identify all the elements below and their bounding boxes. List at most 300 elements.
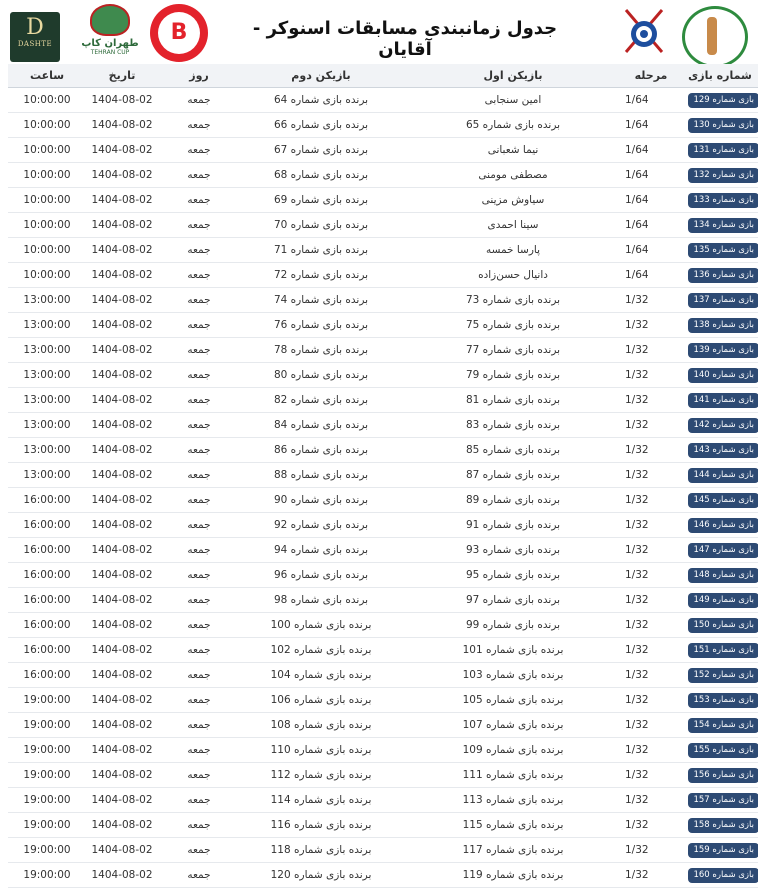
player1-cell: نیما شعبانی	[402, 138, 624, 163]
stage-cell: 1/32	[624, 713, 678, 738]
stage-cell: 1/32	[624, 388, 678, 413]
player2-cell: برنده بازی شماره 69	[240, 188, 402, 213]
date-cell: 1404-08-02	[86, 363, 158, 388]
match-badge: بازی شماره 152	[688, 668, 758, 683]
table-row	[8, 588, 758, 613]
match-badge: بازی شماره 155	[688, 743, 758, 758]
time-cell: 16:00:00	[8, 588, 86, 613]
player2-cell: برنده بازی شماره 94	[240, 538, 402, 563]
day-cell: جمعه	[158, 788, 240, 813]
time-cell: 10:00:00	[8, 88, 86, 113]
player1-cell: برنده بازی شماره 73	[402, 288, 624, 313]
player1-cell: برنده بازی شماره 113	[402, 788, 624, 813]
match-cell	[678, 863, 758, 888]
date-cell: 1404-08-02	[86, 588, 158, 613]
player2-cell: برنده بازی شماره 72	[240, 263, 402, 288]
day-cell: جمعه	[158, 813, 240, 838]
table-row	[8, 238, 758, 263]
player2-cell: برنده بازی شماره 64	[240, 88, 402, 113]
column-header-day: روز	[158, 64, 240, 88]
time-cell: 16:00:00	[8, 638, 86, 663]
match-cell	[678, 438, 758, 463]
stage-cell: 1/32	[624, 288, 678, 313]
day-cell: جمعه	[158, 338, 240, 363]
stage-cell: 1/32	[624, 838, 678, 863]
billiard-market-logo-mark: B	[158, 12, 200, 54]
tehran-cup-logo-text: طهران کاپ	[81, 38, 139, 49]
stage-cell: 1/32	[624, 463, 678, 488]
column-header-date: تاریخ	[86, 64, 158, 88]
match-badge: بازی شماره 140	[688, 368, 758, 383]
table-row	[8, 313, 758, 338]
player1-cell: برنده بازی شماره 117	[402, 838, 624, 863]
date-cell: 1404-08-02	[86, 738, 158, 763]
player1-cell: برنده بازی شماره 105	[402, 688, 624, 713]
player1-cell: برنده بازی شماره 65	[402, 113, 624, 138]
time-cell: 16:00:00	[8, 663, 86, 688]
match-badge: بازی شماره 139	[688, 343, 758, 358]
match-badge: بازی شماره 137	[688, 293, 758, 308]
column-header-player1: بازیکن اول	[402, 64, 624, 88]
player2-cell: برنده بازی شماره 82	[240, 388, 402, 413]
time-cell: 19:00:00	[8, 688, 86, 713]
date-cell: 1404-08-02	[86, 338, 158, 363]
table-row	[8, 688, 758, 713]
player1-cell: برنده بازی شماره 115	[402, 813, 624, 838]
date-cell: 1404-08-02	[86, 713, 158, 738]
table-row	[8, 638, 758, 663]
match-cell	[678, 138, 758, 163]
stage-cell: 1/32	[624, 638, 678, 663]
player1-cell: برنده بازی شماره 111	[402, 763, 624, 788]
player1-cell: برنده بازی شماره 99	[402, 613, 624, 638]
time-cell: 16:00:00	[8, 613, 86, 638]
dashte-logo	[10, 12, 60, 62]
match-badge: بازی شماره 141	[688, 393, 758, 408]
billiard-market-logo	[150, 4, 208, 62]
match-badge: بازی شماره 131	[688, 143, 758, 158]
date-cell: 1404-08-02	[86, 863, 158, 888]
match-cell	[678, 513, 758, 538]
match-badge: بازی شماره 145	[688, 493, 758, 508]
date-cell: 1404-08-02	[86, 663, 158, 688]
table-row	[8, 713, 758, 738]
player2-cell: برنده بازی شماره 106	[240, 688, 402, 713]
table-row	[8, 613, 758, 638]
stage-cell: 1/32	[624, 613, 678, 638]
day-cell: جمعه	[158, 713, 240, 738]
player1-cell: برنده بازی شماره 77	[402, 338, 624, 363]
stage-cell: 1/32	[624, 413, 678, 438]
table-row	[8, 88, 758, 113]
table-row	[8, 263, 758, 288]
stage-cell: 1/64	[624, 238, 678, 263]
date-cell: 1404-08-02	[86, 288, 158, 313]
time-cell: 19:00:00	[8, 838, 86, 863]
table-row	[8, 813, 758, 838]
time-cell: 19:00:00	[8, 713, 86, 738]
day-cell: جمعه	[158, 188, 240, 213]
day-cell: جمعه	[158, 438, 240, 463]
table-row	[8, 213, 758, 238]
table-row	[8, 463, 758, 488]
date-cell: 1404-08-02	[86, 688, 158, 713]
match-badge: بازی شماره 136	[688, 268, 758, 283]
date-cell: 1404-08-02	[86, 113, 158, 138]
date-cell: 1404-08-02	[86, 613, 158, 638]
date-cell: 1404-08-02	[86, 138, 158, 163]
match-badge: بازی شماره 130	[688, 118, 758, 133]
match-cell	[678, 788, 758, 813]
dashte-logo-mark: D	[26, 15, 44, 40]
player2-cell: برنده بازی شماره 90	[240, 488, 402, 513]
table-body	[8, 88, 758, 888]
table-row	[8, 338, 758, 363]
match-badge: بازی شماره 151	[688, 643, 758, 658]
match-cell	[678, 213, 758, 238]
player1-cell: برنده بازی شماره 87	[402, 463, 624, 488]
date-cell: 1404-08-02	[86, 538, 158, 563]
match-badge: بازی شماره 157	[688, 793, 758, 808]
player2-cell: برنده بازی شماره 78	[240, 338, 402, 363]
day-cell: جمعه	[158, 113, 240, 138]
match-cell	[678, 263, 758, 288]
match-cell	[678, 838, 758, 863]
player2-cell: برنده بازی شماره 96	[240, 563, 402, 588]
stage-cell: 1/32	[624, 663, 678, 688]
match-cell	[678, 588, 758, 613]
player1-cell: برنده بازی شماره 93	[402, 538, 624, 563]
date-cell: 1404-08-02	[86, 838, 158, 863]
stage-cell: 1/32	[624, 763, 678, 788]
match-badge: بازی شماره 142	[688, 418, 758, 433]
match-badge: بازی شماره 147	[688, 543, 758, 558]
table-row	[8, 563, 758, 588]
match-cell	[678, 613, 758, 638]
day-cell: جمعه	[158, 538, 240, 563]
time-cell: 16:00:00	[8, 563, 86, 588]
match-badge: بازی شماره 143	[688, 443, 758, 458]
player2-cell: برنده بازی شماره 70	[240, 213, 402, 238]
match-badge: بازی شماره 156	[688, 768, 758, 783]
day-cell: جمعه	[158, 488, 240, 513]
date-cell: 1404-08-02	[86, 813, 158, 838]
player1-cell: برنده بازی شماره 75	[402, 313, 624, 338]
time-cell: 13:00:00	[8, 363, 86, 388]
player2-cell: برنده بازی شماره 86	[240, 438, 402, 463]
day-cell: جمعه	[158, 588, 240, 613]
day-cell: جمعه	[158, 613, 240, 638]
match-badge: بازی شماره 158	[688, 818, 758, 833]
player2-cell: برنده بازی شماره 68	[240, 163, 402, 188]
day-cell: جمعه	[158, 363, 240, 388]
day-cell: جمعه	[158, 513, 240, 538]
time-cell: 10:00:00	[8, 263, 86, 288]
date-cell: 1404-08-02	[86, 263, 158, 288]
date-cell: 1404-08-02	[86, 413, 158, 438]
match-cell	[678, 688, 758, 713]
time-cell: 16:00:00	[8, 513, 86, 538]
table-row	[8, 763, 758, 788]
page-header	[0, 0, 758, 66]
match-cell	[678, 663, 758, 688]
table-row	[8, 413, 758, 438]
date-cell: 1404-08-02	[86, 238, 158, 263]
player1-cell: برنده بازی شماره 109	[402, 738, 624, 763]
date-cell: 1404-08-02	[86, 788, 158, 813]
date-cell: 1404-08-02	[86, 513, 158, 538]
day-cell: جمعه	[158, 263, 240, 288]
table-row	[8, 113, 758, 138]
day-cell: جمعه	[158, 138, 240, 163]
player2-cell: برنده بازی شماره 88	[240, 463, 402, 488]
match-cell	[678, 113, 758, 138]
day-cell: جمعه	[158, 88, 240, 113]
player1-cell: برنده بازی شماره 81	[402, 388, 624, 413]
time-cell: 10:00:00	[8, 188, 86, 213]
player1-cell: برنده بازی شماره 119	[402, 863, 624, 888]
day-cell: جمعه	[158, 213, 240, 238]
date-cell: 1404-08-02	[86, 438, 158, 463]
player2-cell: برنده بازی شماره 76	[240, 313, 402, 338]
table-row	[8, 788, 758, 813]
match-cell	[678, 163, 758, 188]
table-row	[8, 738, 758, 763]
stage-cell: 1/32	[624, 813, 678, 838]
time-cell: 16:00:00	[8, 488, 86, 513]
day-cell: جمعه	[158, 238, 240, 263]
time-cell: 19:00:00	[8, 763, 86, 788]
day-cell: جمعه	[158, 638, 240, 663]
date-cell: 1404-08-02	[86, 638, 158, 663]
column-header-match: شماره بازی	[678, 64, 758, 88]
date-cell: 1404-08-02	[86, 188, 158, 213]
match-badge: بازی شماره 150	[688, 618, 758, 633]
match-cell	[678, 288, 758, 313]
table-row	[8, 438, 758, 463]
player1-cell: سینا احمدی	[402, 213, 624, 238]
player2-cell: برنده بازی شماره 71	[240, 238, 402, 263]
match-cell	[678, 88, 758, 113]
table-row	[8, 838, 758, 863]
table-row	[8, 513, 758, 538]
player1-cell: مصطفی مومنی	[402, 163, 624, 188]
table-row	[8, 363, 758, 388]
stage-cell: 1/32	[624, 863, 678, 888]
date-cell: 1404-08-02	[86, 463, 158, 488]
match-cell	[678, 538, 758, 563]
schedule-table	[8, 64, 758, 888]
player2-cell: برنده بازی شماره 100	[240, 613, 402, 638]
time-cell: 13:00:00	[8, 288, 86, 313]
player1-cell: برنده بازی شماره 91	[402, 513, 624, 538]
player2-cell: برنده بازی شماره 112	[240, 763, 402, 788]
player2-cell: برنده بازی شماره 120	[240, 863, 402, 888]
time-cell: 13:00:00	[8, 313, 86, 338]
table-row	[8, 488, 758, 513]
match-cell	[678, 713, 758, 738]
day-cell: جمعه	[158, 763, 240, 788]
player2-cell: برنده بازی شماره 92	[240, 513, 402, 538]
date-cell: 1404-08-02	[86, 488, 158, 513]
player2-cell: برنده بازی شماره 110	[240, 738, 402, 763]
date-cell: 1404-08-02	[86, 313, 158, 338]
dashte-logo-text: DASHTE	[17, 40, 53, 48]
match-cell	[678, 388, 758, 413]
stage-cell: 1/32	[624, 688, 678, 713]
time-cell: 19:00:00	[8, 738, 86, 763]
day-cell: جمعه	[158, 863, 240, 888]
player1-cell: دانیال حسن‌زاده	[402, 263, 624, 288]
player2-cell: برنده بازی شماره 98	[240, 588, 402, 613]
player1-cell: امین سنجابی	[402, 88, 624, 113]
time-cell: 13:00:00	[8, 463, 86, 488]
stage-cell: 1/64	[624, 138, 678, 163]
stage-cell: 1/32	[624, 513, 678, 538]
match-badge: بازی شماره 134	[688, 218, 758, 233]
stage-cell: 1/64	[624, 213, 678, 238]
stage-cell: 1/32	[624, 788, 678, 813]
player1-cell: پارسا خمسه	[402, 238, 624, 263]
match-cell	[678, 188, 758, 213]
match-cell	[678, 238, 758, 263]
match-badge: بازی شماره 129	[688, 93, 758, 108]
player1-cell: برنده بازی شماره 103	[402, 663, 624, 688]
day-cell: جمعه	[158, 663, 240, 688]
column-header-player2: بازیکن دوم	[240, 64, 402, 88]
day-cell: جمعه	[158, 738, 240, 763]
stage-cell: 1/32	[624, 563, 678, 588]
stage-cell: 1/32	[624, 588, 678, 613]
match-cell	[678, 338, 758, 363]
player2-cell: برنده بازی شماره 84	[240, 413, 402, 438]
player1-cell: برنده بازی شماره 97	[402, 588, 624, 613]
table-row	[8, 138, 758, 163]
date-cell: 1404-08-02	[86, 563, 158, 588]
player2-cell: برنده بازی شماره 102	[240, 638, 402, 663]
match-badge: بازی شماره 154	[688, 718, 758, 733]
day-cell: جمعه	[158, 388, 240, 413]
table-row	[8, 863, 758, 888]
stage-cell: 1/32	[624, 363, 678, 388]
match-badge: بازی شماره 160	[688, 868, 758, 883]
day-cell: جمعه	[158, 288, 240, 313]
stage-cell: 1/32	[624, 338, 678, 363]
match-badge: بازی شماره 146	[688, 518, 758, 533]
match-badge: بازی شماره 159	[688, 843, 758, 858]
match-badge: بازی شماره 149	[688, 593, 758, 608]
snooker-club-logo	[682, 6, 748, 68]
date-cell: 1404-08-02	[86, 763, 158, 788]
stage-cell: 1/64	[624, 188, 678, 213]
stage-cell: 1/64	[624, 88, 678, 113]
day-cell: جمعه	[158, 838, 240, 863]
stage-cell: 1/64	[624, 263, 678, 288]
match-cell	[678, 563, 758, 588]
stage-cell: 1/32	[624, 438, 678, 463]
day-cell: جمعه	[158, 688, 240, 713]
match-cell	[678, 488, 758, 513]
table-row	[8, 188, 758, 213]
match-badge: بازی شماره 135	[688, 243, 758, 258]
match-cell	[678, 813, 758, 838]
tree-icon	[90, 4, 130, 36]
table-row	[8, 538, 758, 563]
day-cell: جمعه	[158, 563, 240, 588]
player1-cell: برنده بازی شماره 79	[402, 363, 624, 388]
crossed-cues-icon	[622, 8, 666, 56]
stage-cell: 1/32	[624, 538, 678, 563]
player1-cell: سیاوش مزینی	[402, 188, 624, 213]
federation-logo	[622, 8, 666, 56]
player1-cell: برنده بازی شماره 83	[402, 413, 624, 438]
time-cell: 13:00:00	[8, 413, 86, 438]
match-badge: بازی شماره 144	[688, 468, 758, 483]
column-header-time: ساعت	[8, 64, 86, 88]
match-badge: بازی شماره 153	[688, 693, 758, 708]
player2-cell: برنده بازی شماره 108	[240, 713, 402, 738]
time-cell: 19:00:00	[8, 813, 86, 838]
stage-cell: 1/32	[624, 738, 678, 763]
time-cell: 10:00:00	[8, 113, 86, 138]
time-cell: 13:00:00	[8, 338, 86, 363]
table-header-row	[8, 64, 758, 88]
match-cell	[678, 313, 758, 338]
column-header-stage: مرحله	[624, 64, 678, 88]
player2-cell: برنده بازی شماره 104	[240, 663, 402, 688]
tehran-cup-logo	[80, 4, 140, 64]
player2-cell: برنده بازی شماره 80	[240, 363, 402, 388]
tehran-cup-logo-subtext: TEHRAN CUP	[90, 49, 130, 56]
page-title: جدول زمانبندی مسابقات اسنوکر - آقایان	[252, 18, 558, 60]
player2-cell: برنده بازی شماره 114	[240, 788, 402, 813]
cue-icon	[707, 17, 717, 55]
stage-cell: 1/32	[624, 488, 678, 513]
player1-cell: برنده بازی شماره 95	[402, 563, 624, 588]
date-cell: 1404-08-02	[86, 388, 158, 413]
match-cell	[678, 738, 758, 763]
match-cell	[678, 638, 758, 663]
match-cell	[678, 463, 758, 488]
table-row	[8, 288, 758, 313]
date-cell: 1404-08-02	[86, 163, 158, 188]
match-badge: بازی شماره 132	[688, 168, 758, 183]
time-cell: 19:00:00	[8, 788, 86, 813]
time-cell: 10:00:00	[8, 213, 86, 238]
table-row	[8, 663, 758, 688]
day-cell: جمعه	[158, 413, 240, 438]
time-cell: 10:00:00	[8, 138, 86, 163]
time-cell: 13:00:00	[8, 388, 86, 413]
match-badge: بازی شماره 133	[688, 193, 758, 208]
match-cell	[678, 763, 758, 788]
day-cell: جمعه	[158, 463, 240, 488]
date-cell: 1404-08-02	[86, 213, 158, 238]
time-cell: 10:00:00	[8, 163, 86, 188]
player2-cell: برنده بازی شماره 118	[240, 838, 402, 863]
match-cell	[678, 413, 758, 438]
stage-cell: 1/32	[624, 313, 678, 338]
time-cell: 13:00:00	[8, 438, 86, 463]
table-row	[8, 163, 758, 188]
day-cell: جمعه	[158, 163, 240, 188]
table-row	[8, 388, 758, 413]
match-badge: بازی شماره 138	[688, 318, 758, 333]
player2-cell: برنده بازی شماره 66	[240, 113, 402, 138]
player1-cell: برنده بازی شماره 101	[402, 638, 624, 663]
player1-cell: برنده بازی شماره 89	[402, 488, 624, 513]
player1-cell: برنده بازی شماره 85	[402, 438, 624, 463]
